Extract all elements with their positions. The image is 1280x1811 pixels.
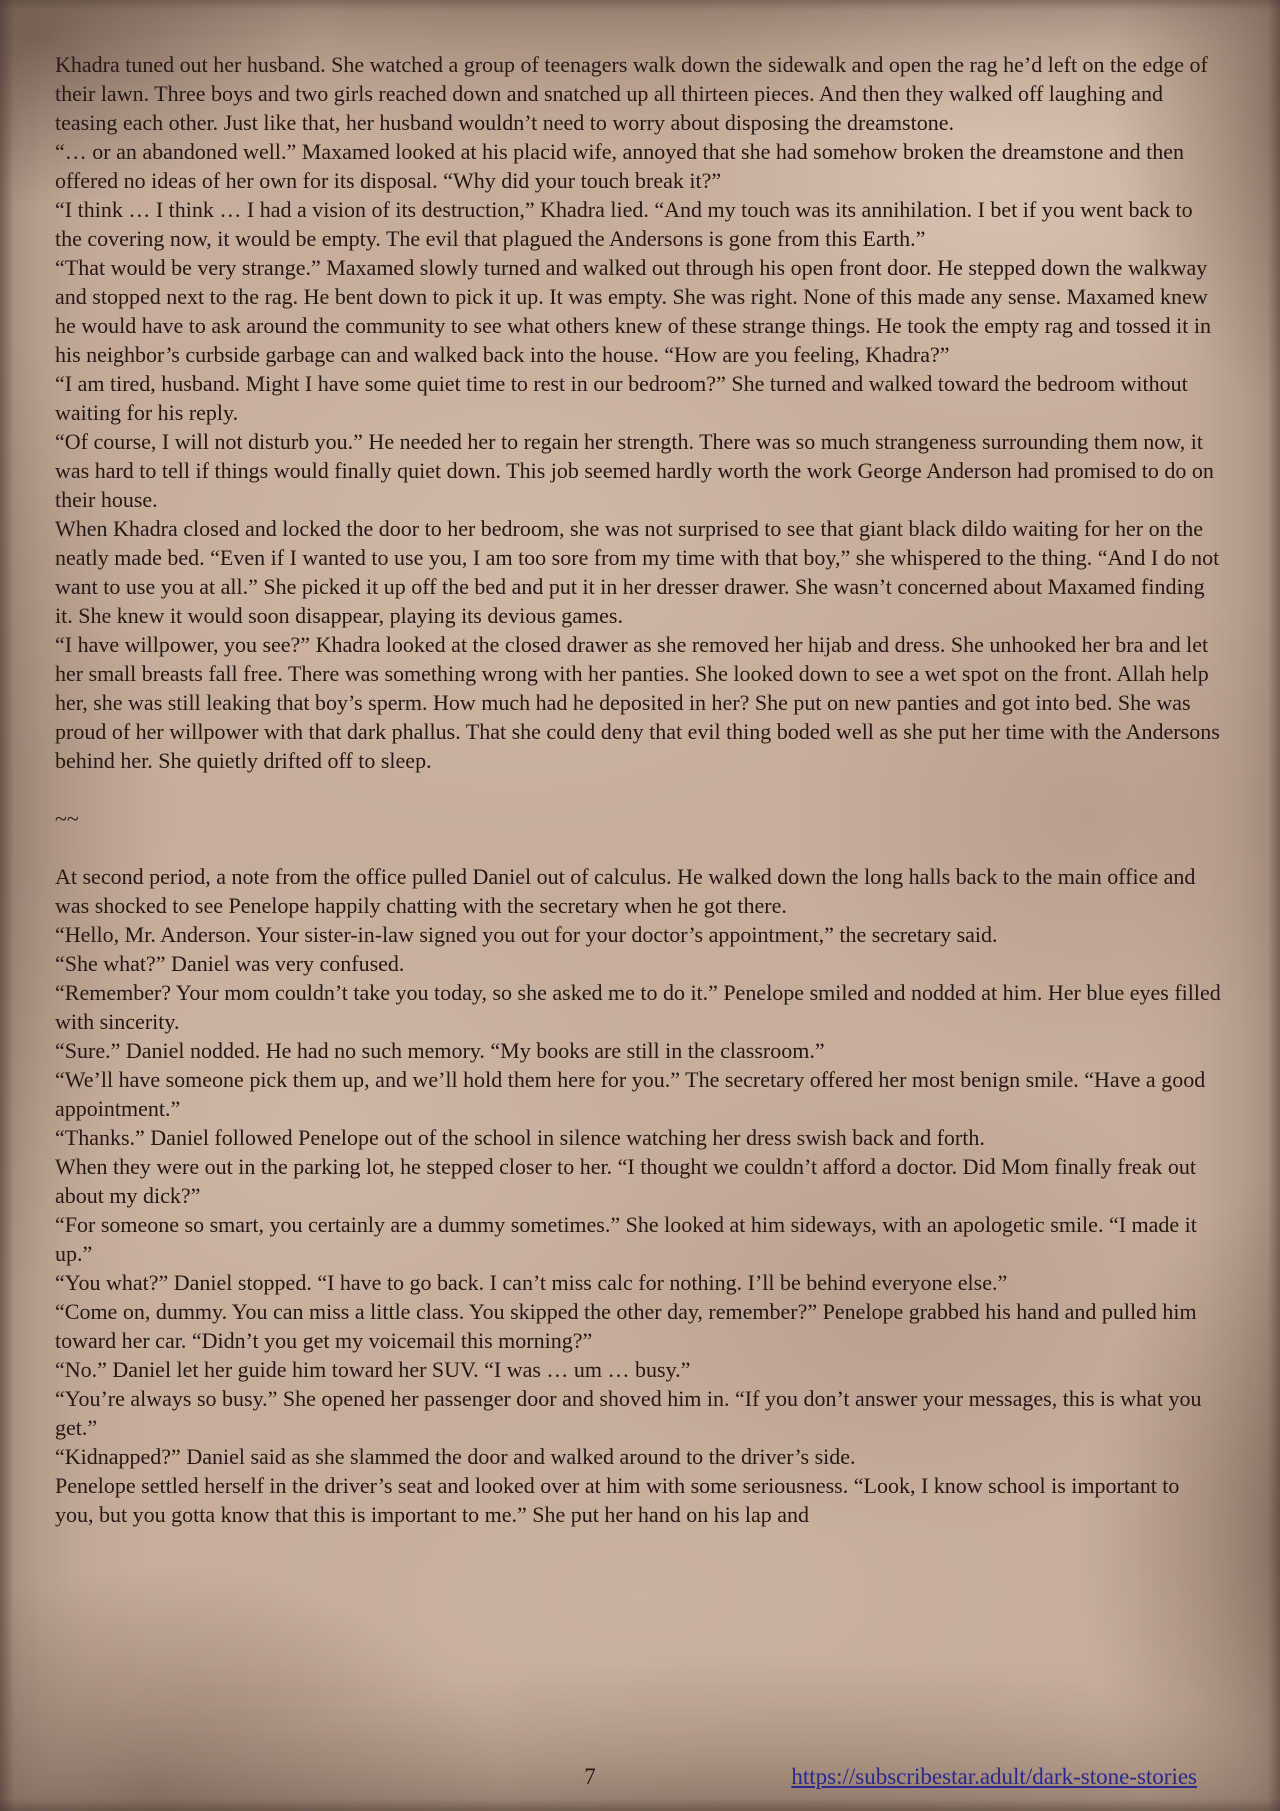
story-paragraph: “For someone so smart, you certainly are a dummy sometimes.” She looked at him sideways, with an apologetic smile. “I made it up.” (55, 1212, 1197, 1266)
story-paragraph: “Remember? Your mom couldn’t take you today, so she asked me to do it.” Penelope smiled and nodded at him. Her blue eyes filled with sincerity. (55, 980, 1221, 1034)
story-paragraph: “I think … I think … I had a vision of its destruction,” Khadra lied. “And my touch was its annihilation. I bet if you went back to the covering now, it would be empty. The evil that plagued the Andersons is gone from this Earth.” (55, 197, 1193, 251)
story-paragraph: “You’re always so busy.” She opened her passenger door and shoved him in. “If you don’t answer your messages, this is what you get.” (55, 1386, 1202, 1440)
story-paragraph: “Come on, dummy. You can miss a little class. You skipped the other day, remember?” Penelope grabbed his hand and pulled him toward her car. “Didn’t you get my voicemail this morning?” (55, 1299, 1197, 1353)
story-paragraph: “We’ll have someone pick them up, and we’ll hold them here for you.” The secretary offered her most benign smile. “Have a good appointment.” (55, 1067, 1206, 1121)
story-paragraph: “You what?” Daniel stopped. “I have to go back. I can’t miss calc for nothing. I’ll be behind everyone else.” (55, 1270, 1008, 1295)
story-paragraph: Khadra tuned out her husband. She watched a group of teenagers walk down the sidewalk and open the rag he’d left on the edge of their lawn. Three boys and two girls reached down and snatched up all thirteen pieces. And then they walked off laughing and teasing each other. Just like that, her husband wouldn’t need to worry about disposing the dreamstone. (55, 52, 1208, 135)
page-number: 7 (584, 1764, 596, 1789)
story-paragraph: “I have willpower, you see?” Khadra looked at the closed drawer as she removed her hijab and dress. She unhooked her bra and let her small breasts fall free. There was something wrong with her panties. She looked down to see a wet spot on the front. Allah help her, she was still leaking that boy’s sperm. How much had he deposited in her? She put on new panties and got into bed. She was proud of her willpower with that dark phallus. That she could deny that evil thing boded well as she put her time with the Andersons behind her. She quietly drifted off to sleep. (55, 632, 1220, 773)
story-paragraph: When Khadra closed and locked the door to her bedroom, she was not surprised to see that giant black dildo waiting for her on the neatly made bed. “Even if I wanted to use you, I am too sore from my time with that boy,” she whispered to the thing. “And I do not want to use you at all.” She picked it up off the bed and put it in her dresser drawer. She wasn’t concerned about Maxamed finding it. She knew it would soon disappear, playing its devious games. (55, 516, 1220, 628)
story-paragraph: “Kidnapped?” Daniel said as she slammed the door and walked around to the driver’s side. (55, 1444, 856, 1469)
story-paragraph: “She what?” Daniel was very confused. (55, 951, 405, 976)
story-paragraph: “That would be very strange.” Maxamed slowly turned and walked out through his open front door. He stepped down the walkway and stopped next to the rag. He bent down to pick it up. It was empty. She was right. None of this made any sense. Maxamed knew he would have to ask around the community to see what others knew of these strange things. He took the empty rag and tossed it in his neighbor’s curbside garbage can and walked back into the house. “How are you feeling, Khadra?” (55, 255, 1211, 367)
story-paragraph: “… or an abandoned well.” Maxamed looked at his placid wife, annoyed that she had somehow broken the dreamstone and then offered no ideas of her own for its disposal. “Why did your touch break it?” (55, 139, 1184, 193)
story-paragraph: “Hello, Mr. Anderson. Your sister-in-law signed you out for your doctor’s appointment,” the secretary said. (55, 922, 998, 947)
story-paragraph: When they were out in the parking lot, he stepped closer to her. “I thought we couldn’t afford a doctor. Did Mom finally freak out about my dick?” (55, 1154, 1197, 1208)
footer-link[interactable]: https://subscribestar.adult/dark-stone-stories (791, 1764, 1197, 1789)
story-paragraph: At second period, a note from the office pulled Daniel out of calculus. He walked down the long halls back to the main office and was shocked to see Penelope happily chatting with the secretary when he got there. (55, 864, 1196, 918)
story-paragraph: “Of course, I will not disturb you.” He needed her to regain her strength. There was so much strangeness surrounding them now, it was hard to tell if things would finally quiet down. This job seemed hardly worth the work George Anderson had promised to do on their house. (55, 429, 1214, 512)
section-separator: ~~ (55, 806, 79, 831)
story-paragraph: “Thanks.” Daniel followed Penelope out of the school in silence watching her dress swish back and forth. (55, 1125, 985, 1150)
story-paragraph: Penelope settled herself in the driver’s seat and looked over at him with some seriousness. “Look, I know school is important to you, but you gotta know that this is important to me.” She put her hand on his lap and (55, 1473, 1180, 1527)
story-paragraph: “Sure.” Daniel nodded. He had no such memory. “My books are still in the classroom.” (55, 1038, 825, 1063)
page-footer (0, 1762, 1280, 1796)
story-paragraph: “No.” Daniel let her guide him toward her SUV. “I was … um … busy.” (55, 1357, 691, 1382)
story-paragraph: “I am tired, husband. Might I have some quiet time to rest in our bedroom?” She turned and walked toward the bedroom without waiting for his reply. (55, 371, 1188, 425)
story-text (55, 50, 1223, 1529)
